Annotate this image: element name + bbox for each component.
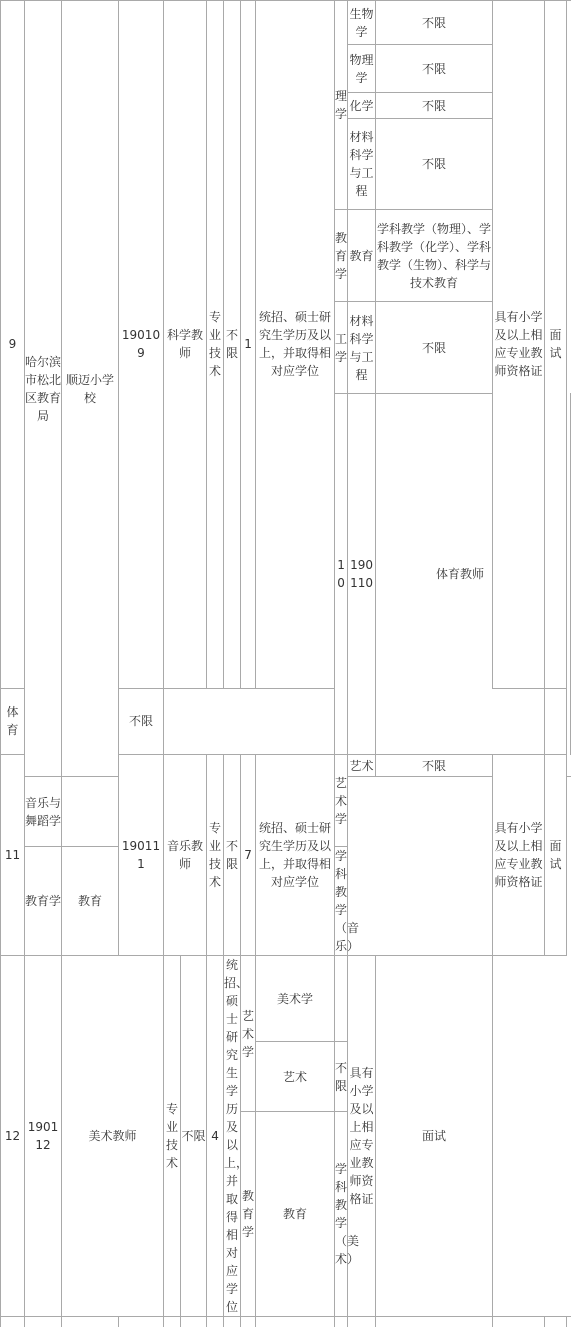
hire-count: 4 — [207, 956, 224, 1317]
education-requirement: 统招、硕士研究生学历及以上，并取得相对应学位 — [256, 755, 335, 956]
row-index: 11 — [1, 755, 25, 956]
subject-cell: 教育 — [348, 210, 376, 302]
major-cell: 不限 — [376, 302, 493, 394]
edge-column — [567, 1, 571, 777]
next-row-cell — [224, 1317, 241, 1327]
department-cell: 哈尔滨市松北区教育局 — [25, 1, 62, 777]
next-row-cell — [567, 1317, 571, 1327]
major-cell — [62, 777, 119, 847]
subject-cell: 美术学 — [256, 956, 335, 1042]
major-cell: 学科教学（物理）、学科教学（化学）、学科教学（生物）、科学与技术教育 — [376, 210, 493, 302]
major-cell: 学科教学（美术） — [335, 1112, 348, 1317]
position-name: 美术教师 — [62, 956, 164, 1317]
row-index: 12 — [1, 956, 25, 1317]
subject-cell: 音乐与舞蹈学 — [25, 777, 62, 847]
subject-cell: 材料科学与工程 — [348, 119, 376, 210]
certificate-requirement: 具有小学及以上相应专业教师资格证 — [493, 755, 545, 956]
major-cell — [335, 956, 348, 1042]
position-code: 190109 — [119, 1, 164, 689]
row-index: 10 — [335, 394, 348, 755]
education-requirement: 统招、硕士研究生学历及以上，并取得相对应学位 — [256, 1, 335, 689]
school-cell: 顺迈小学校 — [62, 1, 119, 777]
restriction: 不限 — [224, 755, 241, 956]
next-row-cell — [181, 1317, 207, 1327]
subject-cell: 艺术 — [256, 1042, 335, 1112]
position-code: 190112 — [25, 956, 62, 1317]
next-row-cell — [348, 1317, 376, 1327]
subject-cell: 教育 — [256, 1112, 335, 1317]
next-row-cell — [207, 1317, 224, 1327]
next-row-cell — [376, 1317, 493, 1327]
major-cell: 学科教学（音乐） — [335, 847, 348, 956]
position-name: 音乐教师 — [164, 755, 207, 956]
major-cell: 不限 — [376, 93, 493, 119]
subject-cell: 艺术 — [348, 755, 376, 777]
next-row-cell — [241, 1317, 256, 1327]
major-cell: 不限 — [376, 755, 493, 777]
next-row-cell — [164, 1317, 181, 1327]
education-requirement: 统招、硕士研究生学历及以上，并取得相对应学位 — [224, 956, 241, 1317]
hire-count: 7 — [241, 755, 256, 956]
post-type: 专业技术 — [207, 1, 224, 689]
row-index: 9 — [1, 1, 25, 689]
next-row-cell — [25, 1317, 62, 1327]
exam-method: 面试 — [376, 956, 493, 1317]
position-code: 190110 — [348, 394, 376, 755]
certificate-requirement: 具有小学及以上相应专业教师资格证 — [348, 956, 376, 1317]
post-type: 专业技术 — [164, 956, 181, 1317]
category-cell: 理学 — [335, 1, 348, 210]
major-cell: 不限 — [335, 1042, 348, 1112]
category-cell: 工学 — [335, 302, 348, 394]
position-name: 科学教师 — [164, 1, 207, 689]
category-cell: 教育学 — [241, 1112, 256, 1317]
restriction: 不限 — [224, 1, 241, 689]
exam-method: 面试 — [545, 755, 567, 956]
major-cell: 不限 — [376, 1, 493, 45]
major-cell: 不限 — [376, 119, 493, 210]
next-row-cell — [1, 1317, 25, 1327]
next-row-cell — [493, 1317, 545, 1327]
category-cell: 艺术学 — [335, 755, 348, 847]
next-row-cell — [256, 1317, 335, 1327]
category-cell: 教育学 — [25, 847, 62, 956]
position-code: 190111 — [119, 755, 164, 956]
next-row-cell — [119, 1317, 164, 1327]
subject-cell: 物理学 — [348, 45, 376, 93]
subject-cell: 体育 — [1, 688, 25, 754]
subject-cell: 化学 — [348, 93, 376, 119]
next-row-cell — [545, 1317, 567, 1327]
post-type: 专业技术 — [207, 755, 224, 956]
restriction: 不限 — [181, 956, 207, 1317]
subject-cell: 材料科学与工程 — [348, 302, 376, 394]
category-cell: 教育学 — [335, 210, 348, 302]
next-row-cell — [335, 1317, 348, 1327]
major-cell: 不限 — [119, 688, 164, 754]
category-cell: 艺术学 — [241, 956, 256, 1112]
position-name: 体育教师 — [376, 394, 545, 755]
exam-method: 面试 — [545, 1, 567, 689]
certificate-requirement: 具有小学及以上相应专业教师资格证 — [493, 1, 545, 689]
hire-count: 1 — [241, 1, 256, 689]
next-row-cell — [62, 1317, 119, 1327]
major-cell: 不限 — [376, 45, 493, 93]
subject-cell: 生物学 — [348, 1, 376, 45]
subject-cell: 教育 — [62, 847, 119, 956]
